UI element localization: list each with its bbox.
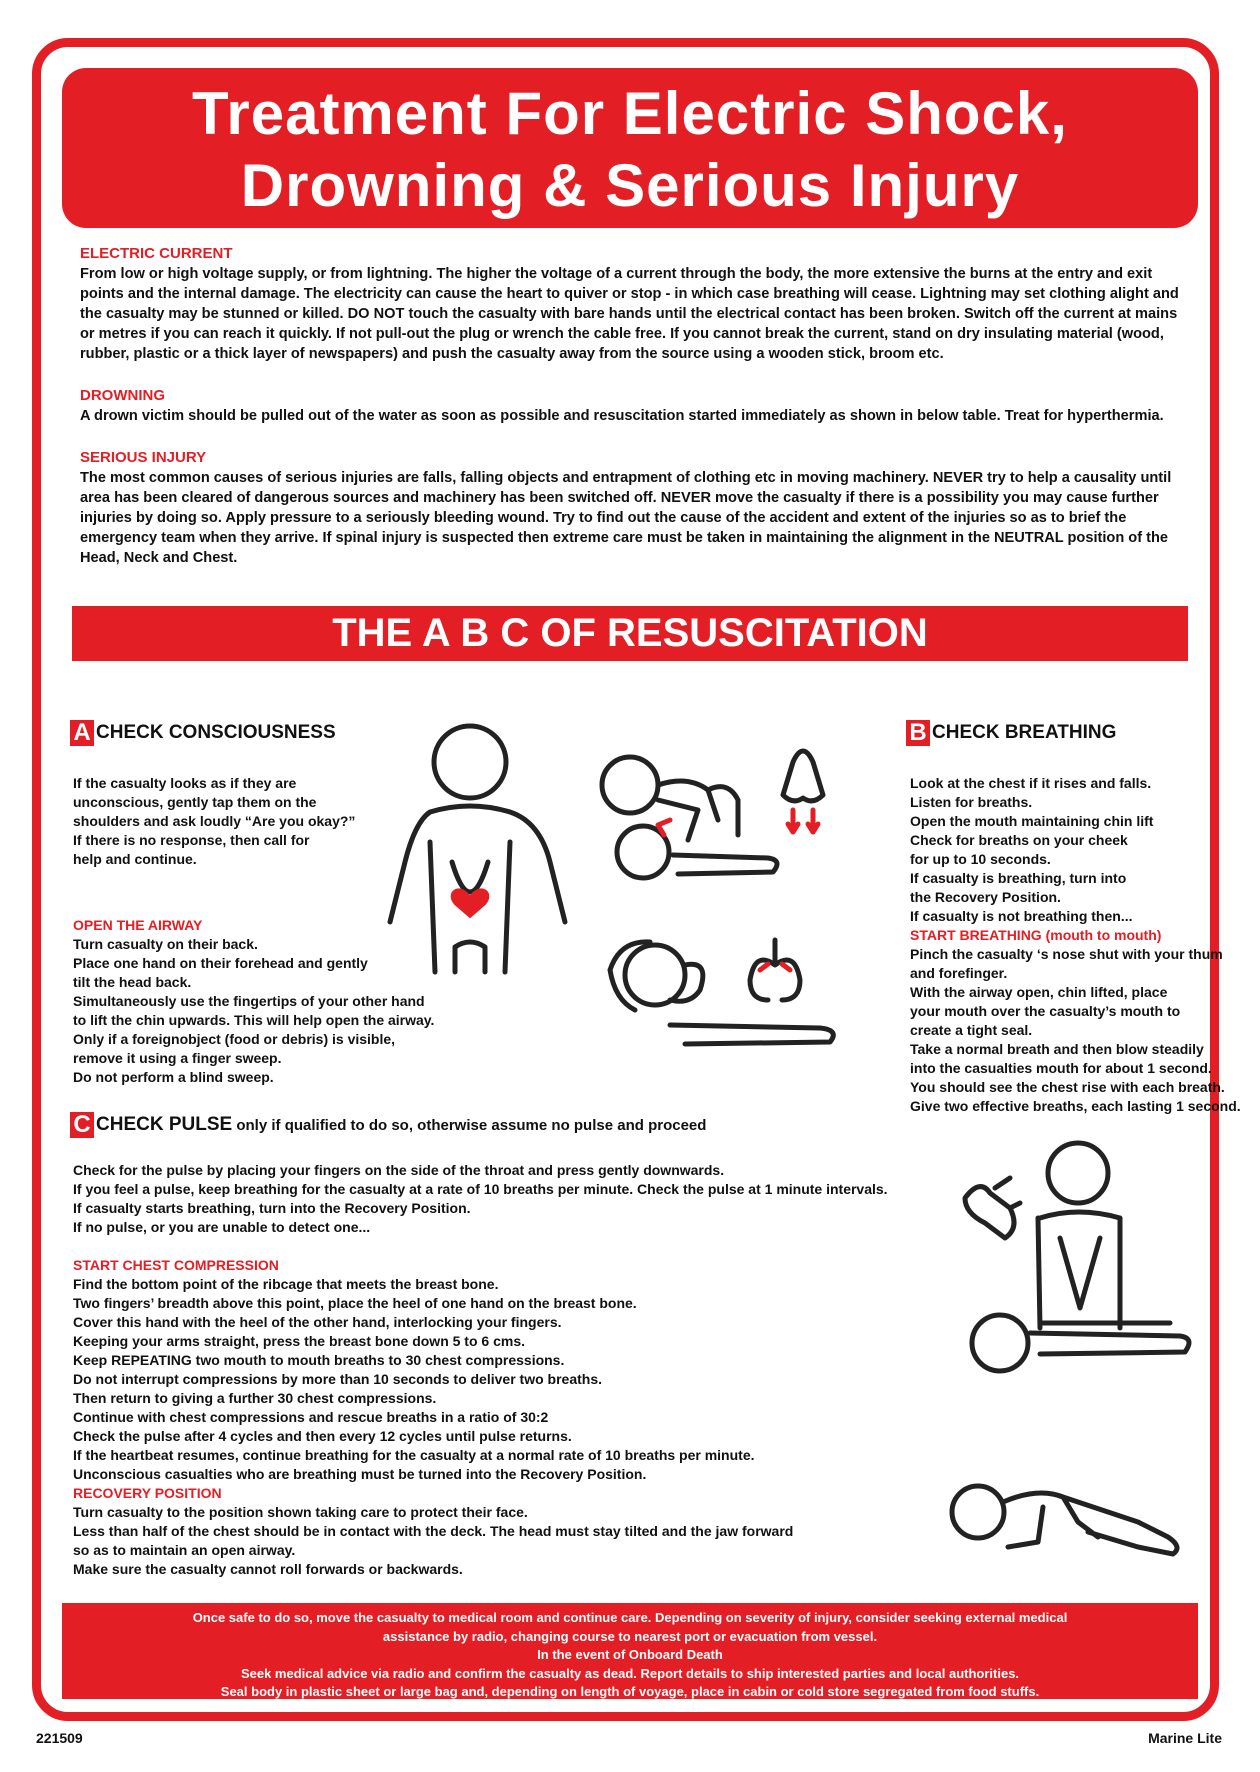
text-line: remove it using a finger sweep. bbox=[73, 1050, 282, 1066]
step-c-text bbox=[73, 1161, 888, 1237]
product-code: 221509 bbox=[36, 1730, 83, 1746]
electric-section bbox=[80, 244, 1185, 364]
text-line: Two fingers’ breadth above this point, place the heel of one hand on the breast bone. bbox=[73, 1295, 637, 1311]
title-line-2: Drowning & Serious Injury bbox=[240, 152, 1020, 219]
compression-text bbox=[73, 1256, 793, 1579]
text-line: You should see the chest rise with each breath. bbox=[910, 1079, 1225, 1095]
injury-section bbox=[80, 448, 1185, 568]
airway-heading: OPEN THE AIRWAY bbox=[73, 917, 203, 933]
step-a-title: CHECK CONSCIOUSNESS bbox=[96, 722, 336, 743]
text-line: Keeping your arms straight, press the breast bone down 5 to 6 cms. bbox=[73, 1333, 525, 1349]
brand-name: Marine Lite bbox=[1148, 1730, 1222, 1746]
compression-heading: START CHEST COMPRESSION bbox=[73, 1257, 279, 1273]
text-line: Simultaneously use the fingertips of your other hand bbox=[73, 993, 425, 1009]
text-line: Less than half of the chest should be in contact with the deck. The head must stay tilted and the jaw forward bbox=[73, 1523, 794, 1539]
text-line: Listen for breaths. bbox=[910, 794, 1033, 810]
text-line: Turn casualty to the position shown taking care to protect their face. bbox=[73, 1504, 528, 1520]
footer-line: Seek medical advice via radio and confirm the casualty as dead. Report details to ship interested parties and local authorities. bbox=[240, 1665, 1020, 1681]
footer-box bbox=[62, 1603, 1198, 1699]
text-line: shoulders and ask loudly “Are you okay?” bbox=[73, 813, 356, 829]
text-line: Place one hand on their forehead and gently bbox=[73, 955, 368, 971]
recovery-position-icon bbox=[938, 1462, 1208, 1572]
drowning-text: A drown victim should be pulled out of the water as soon as possible and resuscitation started immediately as shown in below table. Treat for hyperthermia. bbox=[80, 408, 1164, 424]
step-b-letter: B bbox=[906, 720, 930, 746]
footer-line: assistance by radio, changing course to nearest port or evacuation from vessel. bbox=[382, 1628, 878, 1644]
text-line: your mouth over the casualty’s mouth to bbox=[910, 1003, 1181, 1019]
abc-banner: THE A B C OF RESUSCITATION bbox=[72, 606, 1188, 661]
text-line: If you feel a pulse, keep breathing for the casualty at a rate of 10 breaths per minute. Check the pulse at 1 minute intervals. bbox=[73, 1181, 888, 1197]
step-b-text bbox=[910, 774, 1241, 1116]
text-line: Then return to giving a further 30 chest compressions. bbox=[73, 1390, 437, 1406]
text-line: If casualty starts breathing, turn into the Recovery Position. bbox=[73, 1200, 471, 1216]
text-line: Do not interrupt compressions by more than 10 seconds to deliver two breaths. bbox=[73, 1371, 602, 1387]
text-line: Take a normal breath and then blow steadily bbox=[910, 1041, 1204, 1057]
head-tilt-nose-icon bbox=[598, 740, 838, 885]
text-line: If casualty is breathing, turn into bbox=[910, 870, 1127, 886]
step-a-text bbox=[73, 774, 355, 869]
text-line: Cover this hand with the heel of the other hand, interlocking your fingers. bbox=[73, 1314, 562, 1330]
text-line: the Recovery Position. bbox=[910, 889, 1061, 905]
text-line: If the heartbeat resumes, continue breathing for the casualty at a normal rate of 10 breaths per minute. bbox=[73, 1447, 755, 1463]
text-line: tilt the head back. bbox=[73, 974, 192, 990]
text-line: Check the pulse after 4 cycles and then every 12 cycles until pulse returns. bbox=[73, 1428, 572, 1444]
step-c-title-rest: only if qualified to do so, otherwise assume no pulse and proceed bbox=[232, 1117, 707, 1134]
step-a-letter: A bbox=[70, 720, 94, 746]
text-line: Find the bottom point of the ribcage that meets the breast bone. bbox=[73, 1276, 499, 1292]
text-line: Check for breaths on your cheek bbox=[910, 832, 1128, 848]
chest-compression-icon bbox=[960, 1138, 1200, 1383]
text-line: Unconscious casualties who are breathing must be turned into the Recovery Position. bbox=[73, 1466, 647, 1482]
text-line: Open the mouth maintaining chin lift bbox=[910, 813, 1154, 829]
drowning-heading: DROWNING bbox=[80, 387, 165, 404]
title-line-1: Treatment For Electric Shock, bbox=[192, 80, 1068, 147]
step-a-heading bbox=[70, 720, 336, 746]
electric-text: From low or high voltage supply, or from lightning. The higher the voltage of a current through the body, the more extensive the burns at the entry and exit points and the internal damage. The electricity can cause the heart to quiver or stop - in which case breathing will cease. Lightning may set clothing alight and the casualty may be stunned or killed. DO NOT touch the casualty with bare hands until the electrical contact has been broken. Switch off the current at mains or metres if you can reach it quickly. If not pull-out the plug or wrench the cable free. If you cannot break the current, stand on dry insulating material (wood, rubber, plastic or a thick layer of newspapers) and push the casualty away from the source using a wooden stick, broom etc. bbox=[80, 266, 1179, 362]
text-line: Make sure the casualty cannot roll forwards or backwards. bbox=[73, 1561, 463, 1577]
text-line: Pinch the casualty ‘s nose shut with your thum bbox=[910, 946, 1223, 962]
standing-person-heart-icon bbox=[360, 722, 580, 992]
text-line: Look at the chest if it rises and falls. bbox=[910, 775, 1152, 791]
text-line: Give two effective breaths, each lasting 1 second. bbox=[910, 1098, 1241, 1114]
step-c-letter: C bbox=[70, 1112, 94, 1138]
electric-heading: ELECTRIC CURRENT bbox=[80, 245, 233, 262]
start-breathing-heading: START BREATHING (mouth to mouth) bbox=[910, 927, 1162, 943]
text-line: If casualty is not breathing then... bbox=[910, 908, 1133, 924]
step-c-heading bbox=[70, 1112, 706, 1139]
text-line: If no pulse, or you are unable to detect one... bbox=[73, 1219, 371, 1235]
text-line: If the casualty looks as if they are bbox=[73, 775, 297, 791]
text-line: If there is no response, then call for bbox=[73, 832, 310, 848]
recovery-heading: RECOVERY POSITION bbox=[73, 1485, 222, 1501]
airway-lungs-icon bbox=[590, 920, 850, 1055]
text-line: and forefinger. bbox=[910, 965, 1008, 981]
injury-heading: SERIOUS INJURY bbox=[80, 449, 207, 466]
text-line: to lift the chin upwards. This will help open the airway. bbox=[73, 1012, 435, 1028]
text-line: Do not perform a blind sweep. bbox=[73, 1069, 274, 1085]
step-b-heading bbox=[906, 720, 1116, 746]
injury-text: The most common causes of serious injuries are falls, falling objects and entrapment of clothing etc in moving machinery. NEVER try to help a causality until area has been cleared of dangerous sources and machinery has been switched off. NEVER move the casualty if there is a possibility you may cause further injuries by doing so. Apply pressure to a seriously bleeding wound. Try to find out the cause of the accident and extent of the injuries so as to brief the emergency team when they arrive. If spinal injury is suspected then extreme care must be taken in maintaining the alignment in the NEUTRAL position of the Head, Neck and Chest. bbox=[80, 470, 1172, 566]
text-line: so as to maintain an open airway. bbox=[73, 1542, 296, 1558]
text-line: for up to 10 seconds. bbox=[910, 851, 1051, 867]
text-line: into the casualties mouth for about 1 second. bbox=[910, 1060, 1212, 1076]
drowning-section bbox=[80, 386, 1185, 426]
text-line: unconscious, gently tap them on the bbox=[73, 794, 317, 810]
text-line: With the airway open, chin lifted, place bbox=[910, 984, 1168, 1000]
step-c-title: CHECK PULSE bbox=[96, 1114, 233, 1135]
text-line: Turn casualty on their back. bbox=[73, 936, 258, 952]
text-line: Only if a foreignobject (food or debris) is visible, bbox=[73, 1031, 396, 1047]
text-line: Check for the pulse by placing your fingers on the side of the throat and press gently downwards. bbox=[73, 1162, 725, 1178]
footer-line: In the event of Onboard Death bbox=[537, 1647, 723, 1662]
text-line: Continue with chest compressions and rescue breaths in a ratio of 30:2 bbox=[73, 1409, 549, 1425]
step-b-title: CHECK BREATHING bbox=[932, 722, 1117, 743]
poster-title bbox=[62, 68, 1198, 228]
text-line: Keep REPEATING two mouth to mouth breaths to 30 chest compressions. bbox=[73, 1352, 565, 1368]
footer-line: Once safe to do so, move the casualty to medical room and continue care. Depending on severity of injury, consider seeking external medical bbox=[192, 1610, 1068, 1625]
footer-line: Seal body in plastic sheet or large bag and, depending on length of voyage, place in cabin or cold store segregated from food stuffs. bbox=[220, 1684, 1040, 1699]
text-line: create a tight seal. bbox=[910, 1022, 1033, 1038]
text-line: help and continue. bbox=[73, 851, 197, 867]
